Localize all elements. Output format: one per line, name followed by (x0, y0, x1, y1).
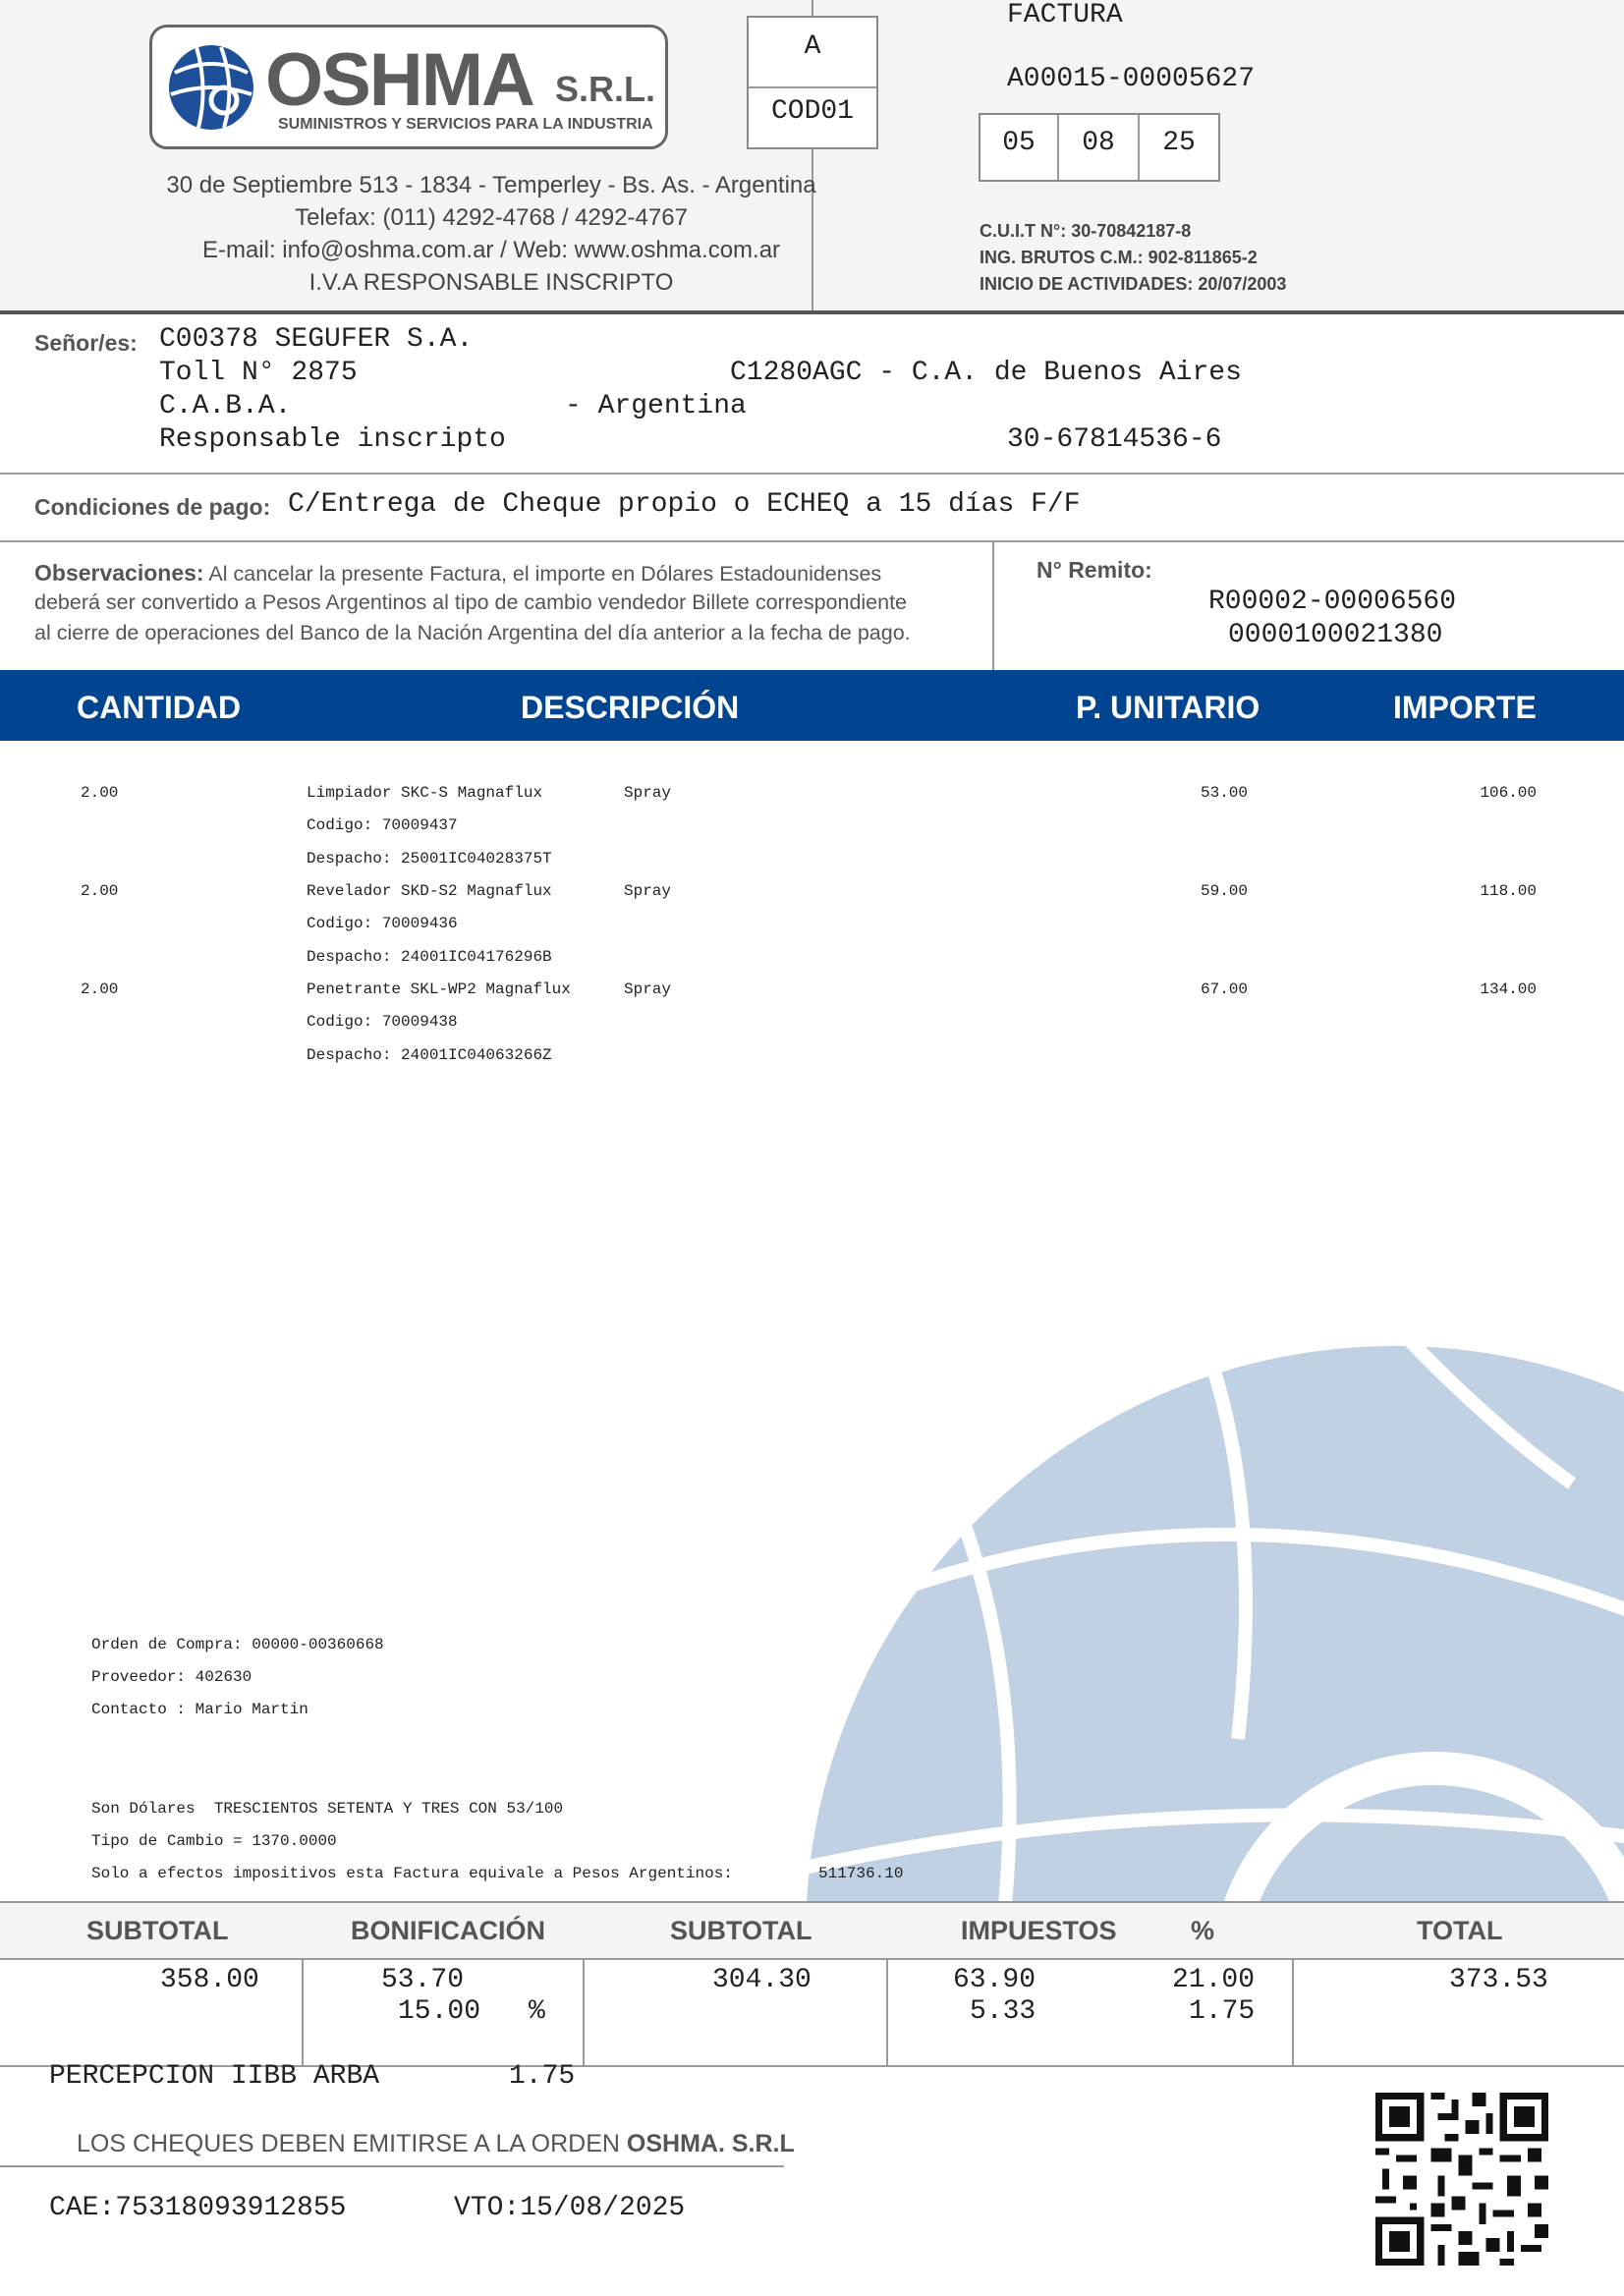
tax-iva-percent: 21.00 (1172, 1965, 1256, 1995)
item-code: Codigo: 70009436 (307, 915, 458, 932)
logo-suffix: S.R.L. (555, 69, 656, 109)
item-qty: 2.00 (81, 784, 119, 802)
tax-iibb-percent: 1.75 (1189, 1996, 1256, 2027)
bonif-percent-sign: % (529, 1996, 545, 2027)
cae-expiry: VTO:15/08/2025 (454, 2193, 686, 2223)
logo-name: OSHMA (265, 38, 533, 122)
totals-header-background (0, 1901, 1624, 1960)
cae-number: CAE:75318093912855 (49, 2193, 347, 2223)
item-price: 53.00 (1200, 784, 1248, 802)
bonif-percent: 15.00 (398, 1996, 481, 2027)
items-table-header (0, 670, 1624, 741)
logo-subtitle: SUMINISTROS Y SERVICIOS PARA LA INDUSTRIA (278, 116, 653, 133)
globe-icon (167, 43, 255, 132)
totals-tax-header: IMPUESTOS (961, 1916, 1117, 1945)
client-street: Toll N° 2875 (159, 358, 358, 388)
bonif-amount: 53.70 (381, 1965, 465, 1995)
item-amount: 118.00 (1480, 882, 1537, 900)
client-tax-id: 30-67814536-6 (1007, 424, 1222, 455)
percepcion-value: 1.75 (509, 2061, 576, 2092)
client-tax-condition: Responsable inscripto (159, 424, 506, 455)
tax-iibb-amount: 5.33 (970, 1996, 1036, 2027)
subtotal2-value: 304.30 (712, 1965, 812, 1995)
observations-line-1: Observaciones: Al cancelar la presente Factura, el importe en Dólares Estadounidenses (34, 560, 882, 586)
payment-label: Condiciones de pago: (34, 494, 271, 520)
company-phone: Telefax: (011) 4292-4768 / 4292-4767 (295, 204, 688, 231)
pesos-equivalent-value: 511736.10 (818, 1865, 904, 1882)
remito-secondary: 0000100021380 (1228, 620, 1443, 650)
totals-subtotal2-header: SUBTOTAL (670, 1916, 812, 1945)
totals-bonif-header: BONIFICACIÓN (351, 1916, 545, 1945)
client-region: C.A.B.A. (159, 391, 292, 421)
item-unit-type: Spray (624, 784, 672, 802)
item-amount: 106.00 (1480, 784, 1537, 802)
item-despacho: Despacho: 25001IC04028375T (307, 850, 552, 868)
invoice-letter: A (804, 31, 821, 62)
observations-line-3: al cierre de operaciones del Banco de la Nación Argentina del día anterior a la fecha de pago. (34, 621, 911, 644)
percepcion-label: PERCEPCION IIBB ARBA (49, 2061, 380, 2092)
column-amount: IMPORTE (1393, 690, 1537, 725)
document-number: A00015-00005627 (1007, 64, 1256, 94)
totals-subtotal-header: SUBTOTAL (86, 1916, 229, 1945)
totals-total-header: TOTAL (1417, 1916, 1503, 1945)
invoice-code: COD01 (770, 96, 854, 127)
remito-label: N° Remito: (1036, 557, 1152, 583)
qr-code (1375, 2093, 1548, 2266)
column-unit-price: P. UNITARIO (1076, 690, 1260, 725)
company-iva: I.V.A RESPONSABLE INSCRIPTO (308, 269, 674, 296)
date-month: 08 (1082, 128, 1115, 158)
observations-line-2: deberá ser convertido a Pesos Argentinos al tipo de cambio vendedor Billete correspondiente (34, 590, 908, 614)
payment-condition: C/Entrega de Cheque propio o ECHEQ a 15 días F/F (288, 489, 1081, 520)
column-qty: CANTIDAD (77, 690, 242, 725)
subtotal-value: 358.00 (160, 1965, 259, 1995)
cuit: C.U.I.T N°: 30-70842187-8 (980, 221, 1192, 241)
date-day: 05 (1002, 128, 1036, 158)
item-qty: 2.00 (81, 980, 119, 998)
remito-number: R00002-00006560 (1208, 587, 1457, 617)
item-unit-type: Spray (624, 980, 672, 998)
client-name: C00378 SEGUFER S.A. (159, 324, 474, 355)
client-label: Señor/es: (34, 330, 138, 356)
item-price: 59.00 (1200, 882, 1248, 900)
item-description: Limpiador SKC-S Magnaflux (307, 784, 543, 802)
item-despacho: Despacho: 24001IC04176296B (307, 948, 552, 966)
contact: Contacto : Mario Martin (91, 1701, 308, 1718)
cheques-notice: LOS CHEQUES DEBEN EMITIRSE A LA ORDEN OSHMA. S.R.L (77, 2130, 795, 2157)
item-despacho: Despacho: 24001IC04063266Z (307, 1046, 552, 1064)
amount-in-words: Son Dólares TRESCIENTOS SETENTA Y TRES CON 53/100 (91, 1800, 564, 1818)
tax-iva-amount: 63.90 (953, 1965, 1036, 1995)
total-value: 373.53 (1449, 1965, 1548, 1995)
document-type: FACTURA (1007, 0, 1123, 30)
item-description: Penetrante SKL-WP2 Magnaflux (307, 980, 571, 998)
company-address: 30 de Septiembre 513 - 1834 - Temperley - Bs. As. - Argentina (166, 172, 816, 198)
ing-brutos: ING. BRUTOS C.M.: 902-811865-2 (980, 248, 1258, 267)
item-code: Codigo: 70009438 (307, 1013, 458, 1031)
item-unit-type: Spray (624, 882, 672, 900)
item-description: Revelador SKD-S2 Magnaflux (307, 882, 552, 900)
observations-label: Observaciones: (34, 560, 204, 586)
client-postal-city: C1280AGC - C.A. de Buenos Aires (730, 358, 1242, 388)
exchange-rate: Tipo de Cambio = 1370.0000 (91, 1832, 337, 1850)
item-amount: 134.00 (1480, 980, 1537, 998)
header-divider (0, 310, 1624, 314)
pesos-equivalent-text: Solo a efectos impositivos esta Factura equivale a Pesos Argentinos: (91, 1865, 733, 1882)
inicio-actividades: INICIO DE ACTIVIDADES: 20/07/2003 (980, 274, 1287, 294)
purchase-order: Orden de Compra: 00000-00360668 (91, 1636, 384, 1653)
column-description: DESCRIPCIÓN (521, 690, 740, 725)
supplier-number: Proveedor: 402630 (91, 1668, 252, 1686)
client-country: - Argentina (565, 391, 747, 421)
company-email: E-mail: info@oshma.com.ar / Web: www.oshma.com.ar (201, 237, 781, 263)
date-year: 25 (1162, 128, 1196, 158)
totals-pct-header: % (1191, 1916, 1215, 1945)
item-code: Codigo: 70009437 (307, 816, 458, 834)
item-price: 67.00 (1200, 980, 1248, 998)
item-qty: 2.00 (81, 882, 119, 900)
